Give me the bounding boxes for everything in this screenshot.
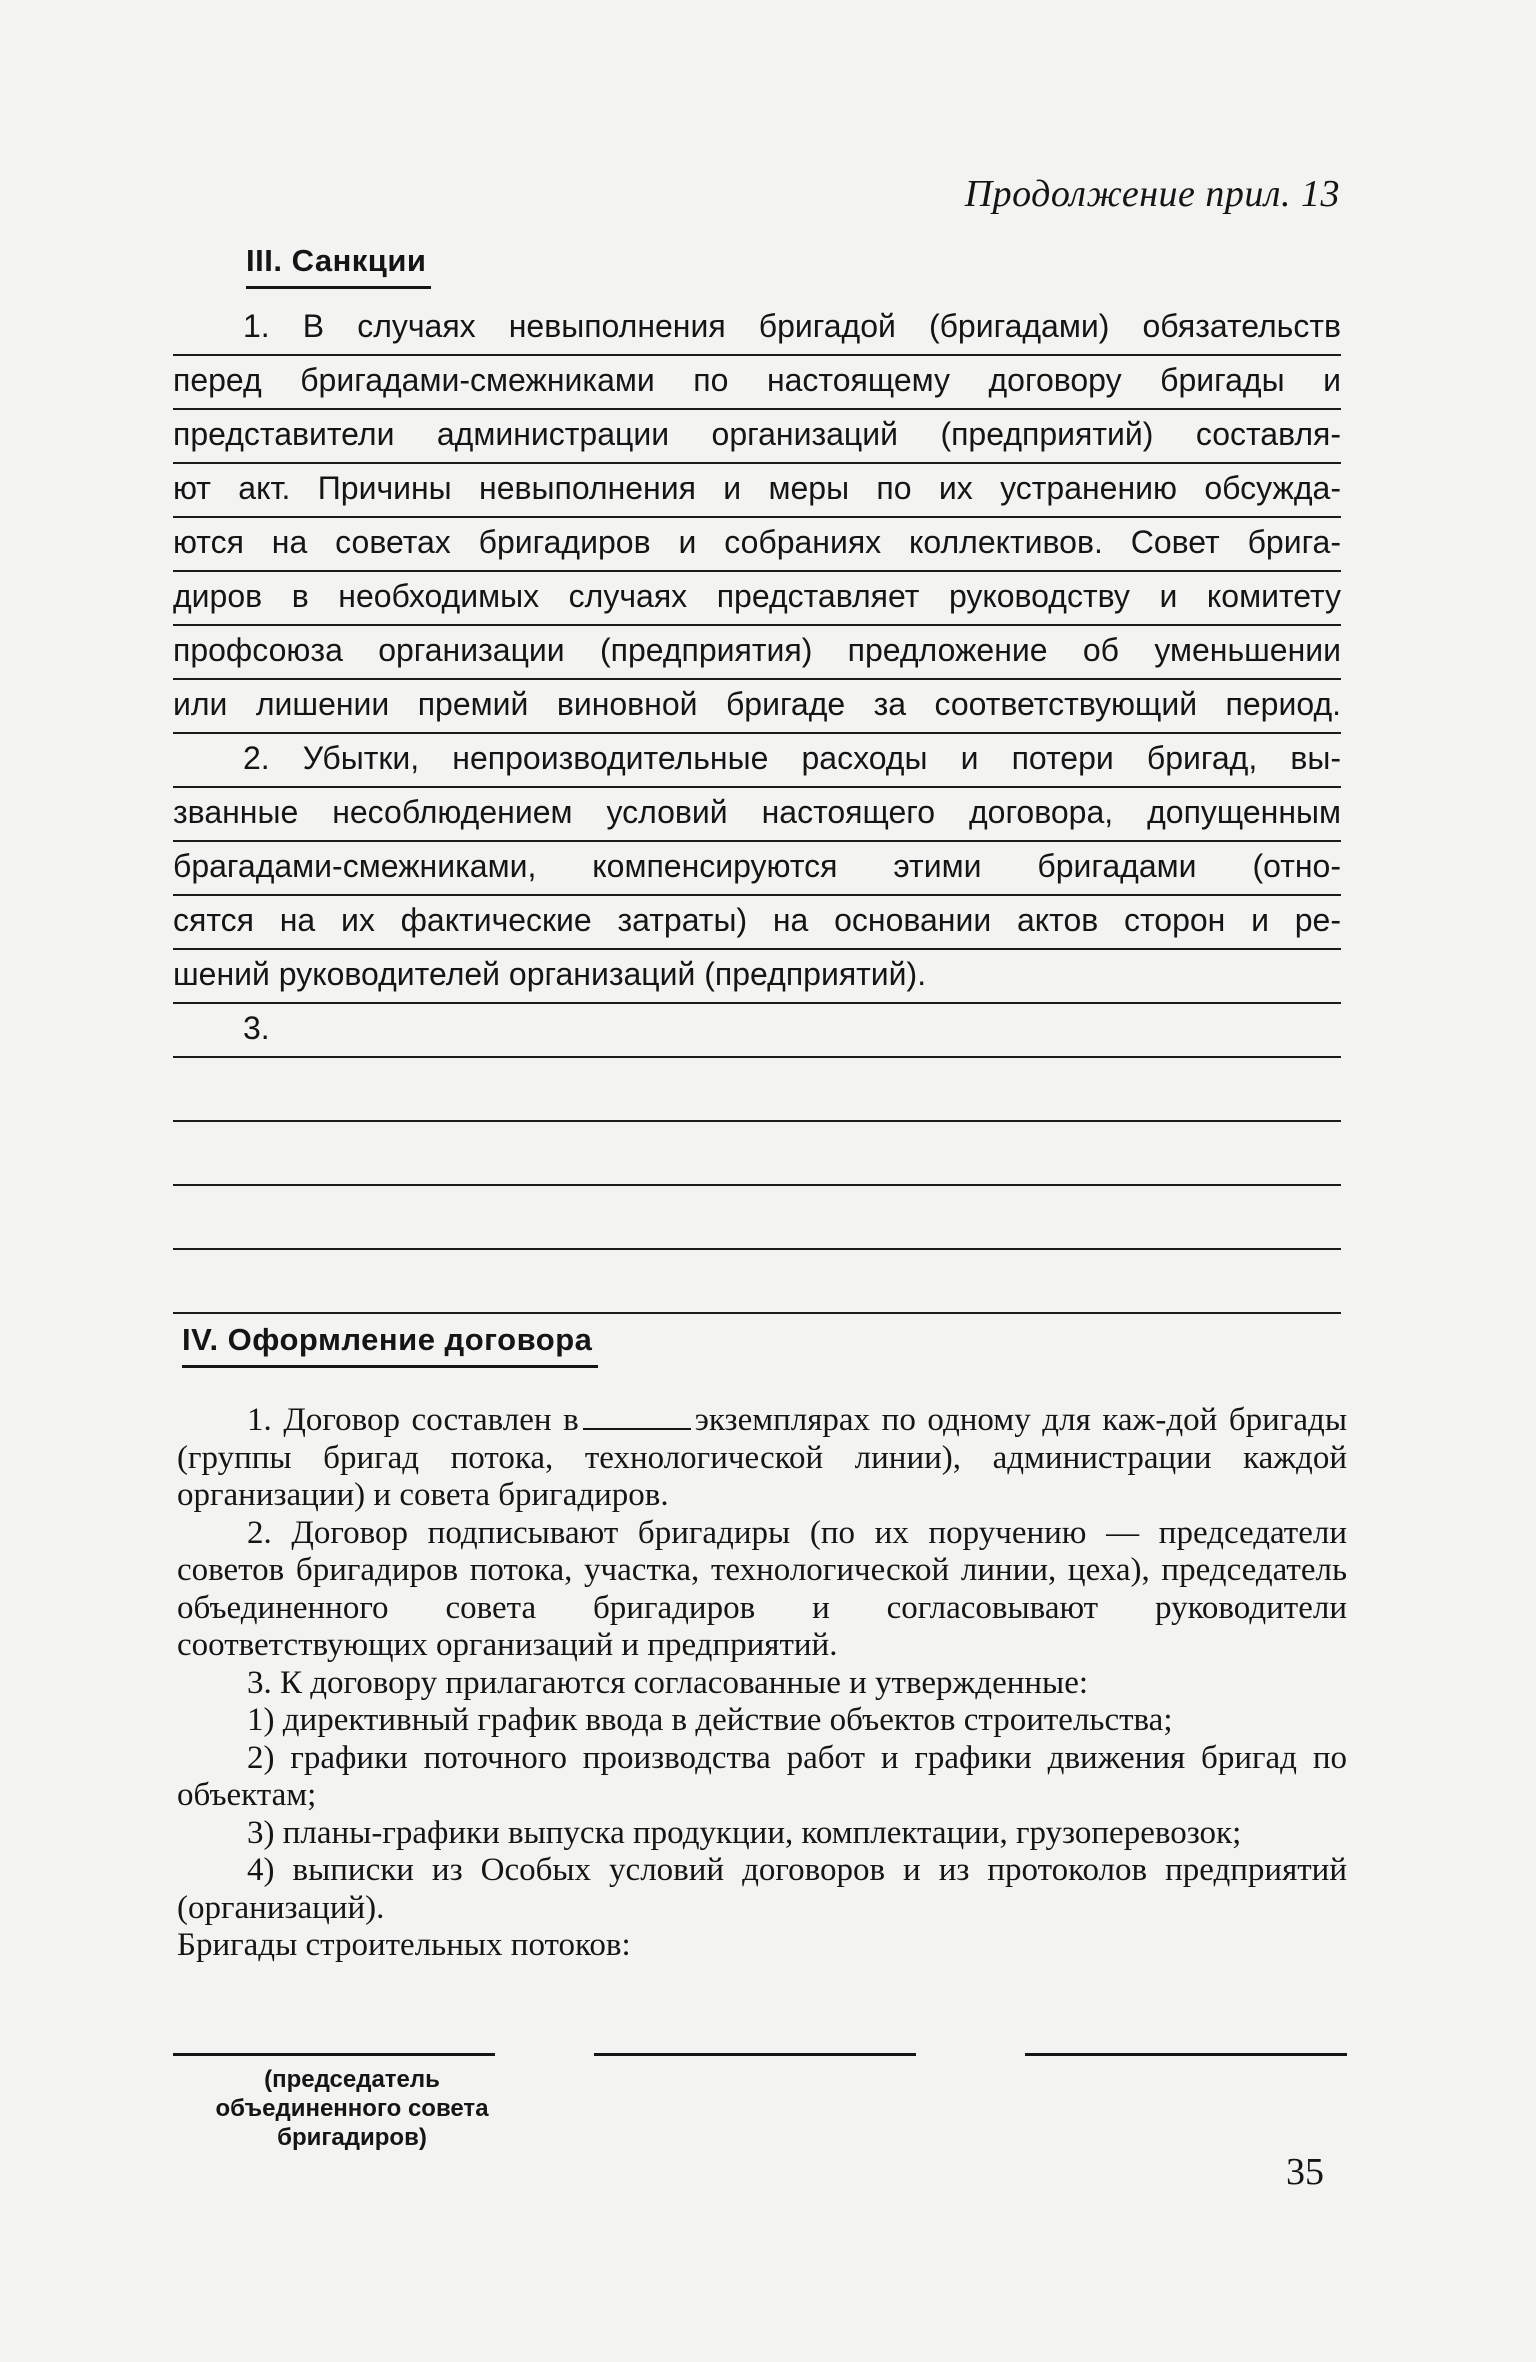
ruled-line: профсоюза организации (предприятия) предложение об уменьшении <box>173 626 1341 680</box>
ruled-line: 3. <box>173 1004 1341 1058</box>
list-item: 2) графики поточного производства работ и графики движения бригад по объектам; <box>177 1739 1347 1813</box>
section-3-ruled-text <box>173 302 1341 1314</box>
brigades-label: Бригады строительных потоков: <box>177 1927 631 1963</box>
ruled-line: представители администрации организаций (предприятий) составля- <box>173 410 1341 464</box>
ruled-line: 1. В случаях невыполнения бригадой (бригадами) обязательств <box>173 302 1341 356</box>
section-4-title <box>182 1322 592 1358</box>
blank-ruled-line <box>173 1186 1341 1250</box>
paragraph-2: 2. Договор подписывают бригадиры (по их поручению — председатели советов бригадиров потока, участка, технологической линии, цеха), председатель объединенного совета бригадиров и согласовывают руководители соответствующих организаций и предприятий. <box>177 1514 1347 1663</box>
section-4-body <box>177 1402 1347 1965</box>
signature-line-chairman <box>173 2053 495 2056</box>
list-item: 4) выписки из Особых условий договоров и из протоколов предприятий (организаций). <box>177 1852 1347 1926</box>
ruled-line: или лишении премий виновной бригаде за соответствующий период. <box>173 680 1341 734</box>
ruled-line: 2. Убытки, непроизводительные расходы и потери бригад, вы- <box>173 734 1341 788</box>
ruled-line: ют акт. Причины невыполнения и меры по их устранению обсужда- <box>173 464 1341 518</box>
ruled-line: шений руководителей организаций (предприятий). <box>173 950 1341 1004</box>
blank-ruled-line <box>173 1250 1341 1314</box>
ruled-line: званные несоблюдением условий настоящего договора, допущенным <box>173 788 1341 842</box>
ruled-line: сятся на их фактические затраты) на основании актов сторон и ре- <box>173 896 1341 950</box>
blank-ruled-line <box>173 1058 1341 1122</box>
signature-caption: (председатель объединенного совета бригадиров) <box>215 2066 489 2151</box>
ruled-line: ются на советах бригадиров и собраниях коллективов. Совет брига- <box>173 518 1341 572</box>
section-3-title-text: III. Санкции <box>246 243 427 278</box>
copies-count-blank <box>583 1402 691 1430</box>
ruled-line: брагадами-смежниками, компенсируются этими бригадами (отно- <box>173 842 1341 896</box>
list-item: 1) директивный график ввода в действие объектов строительства; <box>247 1702 1173 1738</box>
section-4-title-underline <box>182 1365 598 1368</box>
ruled-line: перед бригадами-смежниками по настоящему договору бригады и <box>173 356 1341 410</box>
paragraph-3: 3. К договору прилагаются согласованные и утвержденные: <box>247 1664 1089 1701</box>
paragraph-1: 1. Договор составлен в экземплярах по одному для каж-дой бригады (группы бригад потока, технологической линии), администрации каждой организации) и совета бригадиров. <box>177 1402 1347 1513</box>
signature-line-3 <box>1025 2053 1347 2056</box>
ruled-line: диров в необходимых случаях представляет руководству и комитету <box>173 572 1341 626</box>
signature-line-2 <box>594 2053 916 2056</box>
section-4-title-text: IV. Оформление договора <box>182 1322 593 1357</box>
page-number: 35 <box>1286 2151 1324 2193</box>
blank-ruled-line <box>173 1122 1341 1186</box>
list-item: 3) планы-графики выпуска продукции, комплектации, грузоперевозок; <box>247 1814 1242 1851</box>
section-3-title <box>246 243 426 279</box>
running-head: Продолжение прил. 13 <box>964 173 1340 215</box>
section-3-title-underline <box>246 286 431 289</box>
